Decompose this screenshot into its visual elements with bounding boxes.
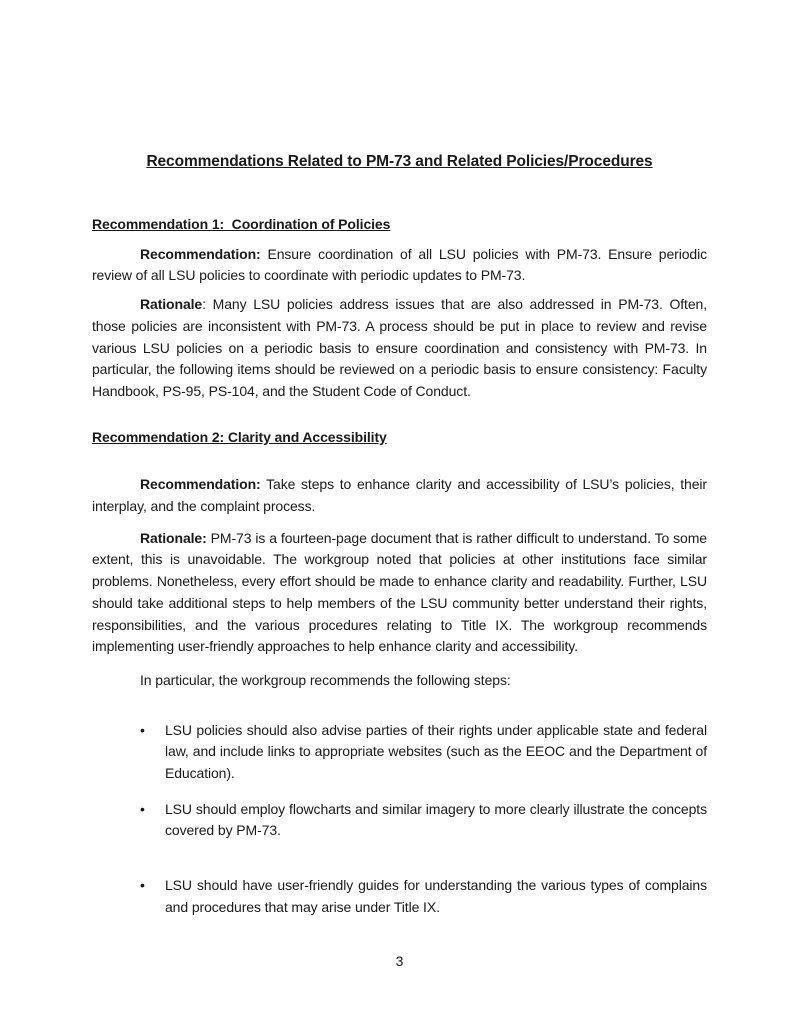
list-item — [140, 720, 707, 785]
rec2-rationale-text: PM-73 is a fourteen-page document that is rather difficult to understand. To some extent, this is unavoidable. The workgroup noted that policies at other institutions face similar problems. Nonetheless, every effort should be made to enhance clarity and readability. Further, LSU should take additional steps to help members of the LSU community better understand their rights, responsibilities, and the various procedures relating to Title IX. The workgroup recommends implementing user-friendly approaches to help enhance clarity and accessibility. — [92, 529, 707, 655]
bullet-text: LSU policies should also advise parties of their rights under applicable state and federal law, and include links to appropriate websites (such as the EEOC and the Department of Education). — [165, 721, 707, 782]
rec2-rationale-label: Rationale: — [140, 529, 207, 546]
rec1-recommendation-text: Ensure coordination of all LSU policies with PM-73. Ensure periodic review of all LSU policies to coordinate with periodic updates to PM-73. — [92, 245, 707, 284]
rec2-rationale-paragraph — [92, 528, 707, 658]
bullet-icon: • — [140, 800, 145, 817]
recommendation-1-heading: Recommendation 1: Coordination of Policies — [92, 216, 391, 232]
document-title: Recommendations Related to PM-73 and Related Policies/Procedures — [146, 153, 653, 170]
page-number: 3 — [395, 952, 404, 969]
rec1-recommendation-paragraph — [92, 244, 707, 287]
list-item — [140, 875, 707, 918]
rec2-recommendation-paragraph — [92, 474, 707, 517]
rec2-recommendation-label: Recommendation: — [140, 476, 261, 493]
rec1-rationale-paragraph — [92, 294, 707, 403]
rec2-intro-line: In particular, the workgroup recommends the following steps: — [140, 671, 511, 688]
bullet-icon: • — [140, 721, 145, 738]
rec1-rationale-text: : Many LSU policies address issues that are also addressed in PM-73. Often, those policies are inconsistent with PM-73. A process should be put in place to review and revise various LSU policies on a periodic basis to ensure coordination and consistency with PM-73. In particular, the following items should be reviewed on a periodic basis to ensure consistency: Faculty Handbook, PS-95, PS-104, and the Student Code of Conduct. — [92, 296, 707, 399]
bullet-text: LSU should have user-friendly guides for understanding the various types of complains and procedures that may arise under Title IX. — [165, 877, 707, 915]
rec1-rationale-label: Rationale — [140, 296, 203, 313]
recommendation-steps-list — [92, 720, 707, 919]
recommendation-2-heading: Recommendation 2: Clarity and Accessibility — [92, 428, 387, 445]
list-item — [140, 799, 707, 842]
rec2-recommendation-text: Take steps to enhance clarity and accessibility of LSU’s policies, their interplay, and the complaint process. — [92, 476, 707, 515]
bullet-icon: • — [140, 877, 145, 894]
bullet-text: LSU should employ flowcharts and similar imagery to more clearly illustrate the concepts covered by PM-73. — [165, 800, 707, 839]
rec1-recommendation-label: Recommendation: — [140, 245, 261, 262]
